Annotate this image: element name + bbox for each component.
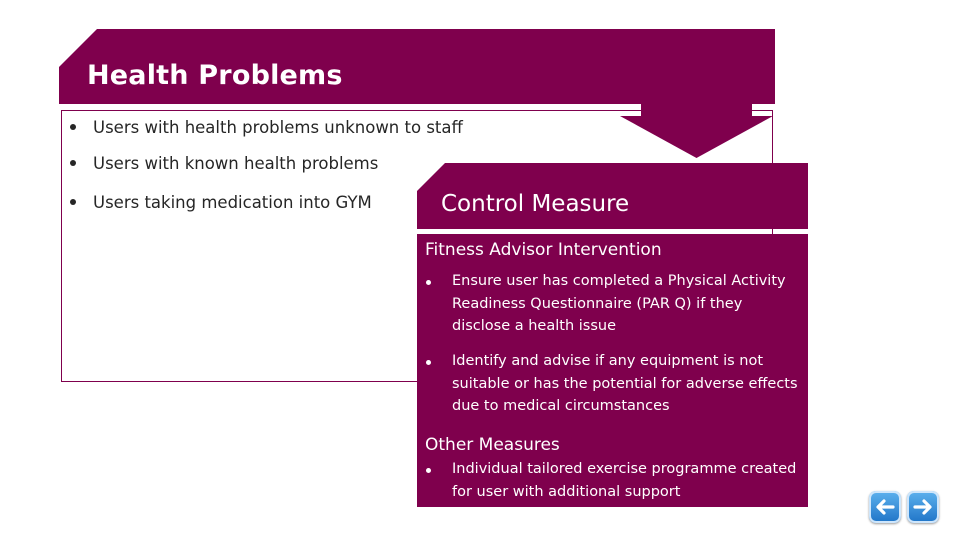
down-arrow-stem bbox=[641, 104, 752, 118]
bullet-icon bbox=[70, 124, 76, 130]
section-heading: Other Measures bbox=[425, 435, 560, 455]
bullet-icon bbox=[70, 199, 76, 205]
health-problem-text: Users taking medication into GYM bbox=[93, 193, 372, 212]
health-problems-title: Health Problems bbox=[87, 60, 343, 91]
arrow-right-icon bbox=[911, 495, 935, 519]
control-bullet: Identify and advise if any equipment is not suitable or has the potential for adverse effects due to medical circumstances bbox=[452, 353, 798, 414]
health-problem-text: Users with known health problems bbox=[93, 154, 379, 173]
section-heading: Fitness Advisor Intervention bbox=[425, 240, 662, 260]
arrow-left-icon bbox=[873, 495, 897, 519]
control-measure-body bbox=[417, 234, 808, 507]
forward-button[interactable] bbox=[907, 491, 939, 523]
control-bullet: Ensure user has completed a Physical Activity Readiness Questionnaire (PAR Q) if they disclose a health issue bbox=[452, 273, 786, 334]
control-measure-title: Control Measure bbox=[441, 191, 630, 217]
health-problem-item bbox=[70, 193, 372, 212]
bullet-icon bbox=[426, 280, 431, 285]
bullet-icon bbox=[426, 468, 431, 473]
health-problem-text: Users with health problems unknown to staff bbox=[93, 118, 463, 137]
health-problem-item bbox=[70, 118, 463, 137]
bullet-icon bbox=[70, 160, 76, 166]
bullet-icon bbox=[426, 360, 431, 365]
control-bullet: Individual tailored exercise programme created for user with additional support bbox=[452, 461, 797, 500]
health-problem-item bbox=[70, 154, 378, 173]
back-button[interactable] bbox=[869, 491, 901, 523]
